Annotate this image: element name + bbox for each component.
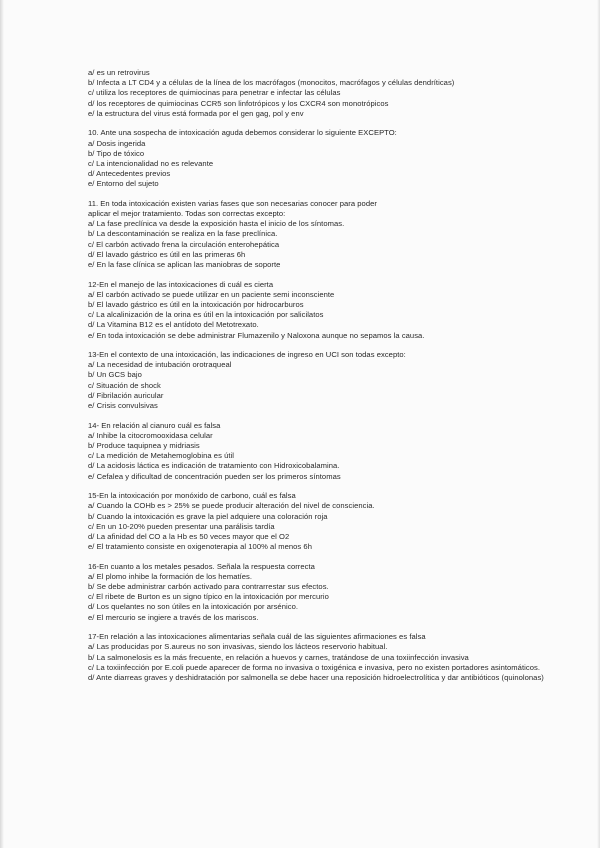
question-stem: 14- En relación al cianuro cuál es falsa xyxy=(88,420,221,430)
exam-questions xyxy=(88,68,558,692)
option-a: a/ El carbón activado se puede utilizar en un paciente semi inconsciente xyxy=(88,289,335,299)
option-a: a/ Cuando la COHb es > 25% se puede producir alteración del nivel de consciencia. xyxy=(88,501,375,511)
option-b: b/ Cuando la intoxicación es grave la piel adquiere una coloración roja xyxy=(88,511,328,521)
option-c: c/ utiliza los receptores de quimiocinas para penetrar e infectar las células xyxy=(88,88,341,98)
option-b: b/ Tipo de tóxico xyxy=(88,148,145,158)
question-block-12 xyxy=(88,280,558,341)
option-d: d/ La afinidad del CO a la Hb es 50 veces mayor que el O2 xyxy=(88,531,290,541)
question-block-13 xyxy=(88,350,558,411)
option-b: b/ Un GCS bajo xyxy=(88,370,142,380)
question-block-14 xyxy=(88,421,558,482)
option-a: a/ Dosis ingerida xyxy=(88,138,146,148)
question-stem: 12-En el manejo de las intoxicaciones di cuál es cierta xyxy=(88,279,274,289)
option-b: b/ Produce taquipnea y midriasis xyxy=(88,440,200,450)
option-d: d/ El lavado gástrico es útil en las primeras 6h xyxy=(88,249,246,259)
option-e: e/ la estructura del virus está formada por el gen gag, pol y env xyxy=(88,108,304,118)
option-b: b/ La salmonelosis es la más frecuente, en relación a huevos y carnes, tratándose de una toxiinfección invasiva xyxy=(88,652,469,662)
option-e: e/ Entorno del sujeto xyxy=(88,179,159,189)
question-stem-continued: aplicar el mejor tratamiento. Todas son correctas excepto: xyxy=(88,209,286,219)
option-e: e/ En la fase clínica se aplican las maniobras de soporte xyxy=(88,260,281,270)
option-c: c/ La toxiinfección por E.coli puede aparecer de forma no invasiva o toxigénica e invasiva, pero no existen portadores asintomáticos. xyxy=(88,662,540,672)
question-block-10 xyxy=(88,128,558,189)
option-b: b/ El lavado gástrico es útil en la intoxicación por hidrocarburos xyxy=(88,299,304,309)
option-d: d/ los receptores de quimiocinas CCR5 son linfotrópicos y los CXCR4 son monotrópicos xyxy=(88,98,389,108)
option-b: b/ La descontaminación se realiza en la fase preclínica. xyxy=(88,229,278,239)
question-block-17 xyxy=(88,632,558,683)
option-c: c/ El carbón activado frena la circulación enterohepática xyxy=(88,239,280,249)
question-stem: 13-En el contexto de una intoxicación, las indicaciones de ingreso en UCI son todas excepto: xyxy=(88,350,406,360)
option-a: a/ El plomo inhibe la formación de los hematíes. xyxy=(88,571,253,581)
question-block-16 xyxy=(88,562,558,623)
option-d: d/ La Vitamina B12 es el antídoto del Metotrexato. xyxy=(88,320,259,330)
question-stem: 16-En cuanto a los metales pesados. Señala la respuesta correcta xyxy=(88,561,315,571)
option-c: c/ La intencionalidad no es relevante xyxy=(88,158,214,168)
question-stem: 11. En toda intoxicación existen varias fases que son necesarias conocer para poder xyxy=(88,198,377,208)
page-left-edge-shadow xyxy=(0,0,4,848)
option-c: c/ Situación de shock xyxy=(88,380,161,390)
option-c: c/ La medición de Metahemoglobina es útil xyxy=(88,451,234,461)
question-block-9 xyxy=(88,68,558,119)
option-c: c/ La alcalinización de la orina es útil en la intoxicación por salicilatos xyxy=(88,310,324,320)
question-stem: 17-En relación a las intoxicaciones alimentarias señala cuál de las siguientes afirmaciones es falsa xyxy=(88,632,426,642)
question-stem: 10. Ante una sospecha de intoxicación aguda debemos considerar lo siguiente EXCEPTO: xyxy=(88,128,397,138)
option-e: e/ Cefalea y dificultad de concentración pueden ser los primeros síntomas xyxy=(88,471,341,481)
option-a: a/ La fase preclínica va desde la exposición hasta el inicio de los síntomas. xyxy=(88,219,345,229)
option-b: b/ Se debe administrar carbón activado para contrarrestar sus efectos. xyxy=(88,582,329,592)
option-c: c/ En un 10-20% pueden presentar una parálisis tardía xyxy=(88,521,275,531)
option-a: a/ Inhibe la citocromooxidasa celular xyxy=(88,430,213,440)
option-e: e/ Crisis convulsivas xyxy=(88,401,158,411)
option-e: e/ En toda intoxicación se debe administrar Flumazenilo y Naloxona aunque no sepamos la causa. xyxy=(88,330,425,340)
option-b: b/ Infecta a LT CD4 y a células de la línea de los macrófagos (monocitos, macrófagos y células dendríticas) xyxy=(88,78,455,88)
option-e: e/ El mercurio se ingiere a través de los mariscos. xyxy=(88,612,259,622)
option-d: d/ Fibrilación auricular xyxy=(88,390,164,400)
option-c: c/ El ribete de Burton es un signo típico en la intoxicación por mercurio xyxy=(88,592,329,602)
option-d: d/ Los quelantes no son útiles en la intoxicación por arsénico. xyxy=(88,602,298,612)
option-d: d/ Antecedentes previos xyxy=(88,169,171,179)
question-stem: 15-En la intoxicación por monóxido de carbono, cuál es falsa xyxy=(88,491,296,501)
option-a: a/ es un retrovirus xyxy=(88,68,150,77)
option-a: a/ Las producidas por S.aureus no son invasivas, siendo los lácteos reservorio habitual. xyxy=(88,642,388,652)
option-d: d/ La acidosis láctica es indicación de tratamiento con Hidroxicobalamina. xyxy=(88,461,340,471)
question-block-15 xyxy=(88,491,558,552)
option-d: d/ Ante diarreas graves y deshidratación por salmonella se debe hacer una reposición hidroelectrolítica y dar antibióticos (quinolonas) xyxy=(88,672,544,682)
option-a: a/ La necesidad de intubación orotraqueal xyxy=(88,360,232,370)
question-block-11 xyxy=(88,199,558,270)
option-e: e/ El tratamiento consiste en oxigenoterapia al 100% al menos 6h xyxy=(88,542,312,552)
